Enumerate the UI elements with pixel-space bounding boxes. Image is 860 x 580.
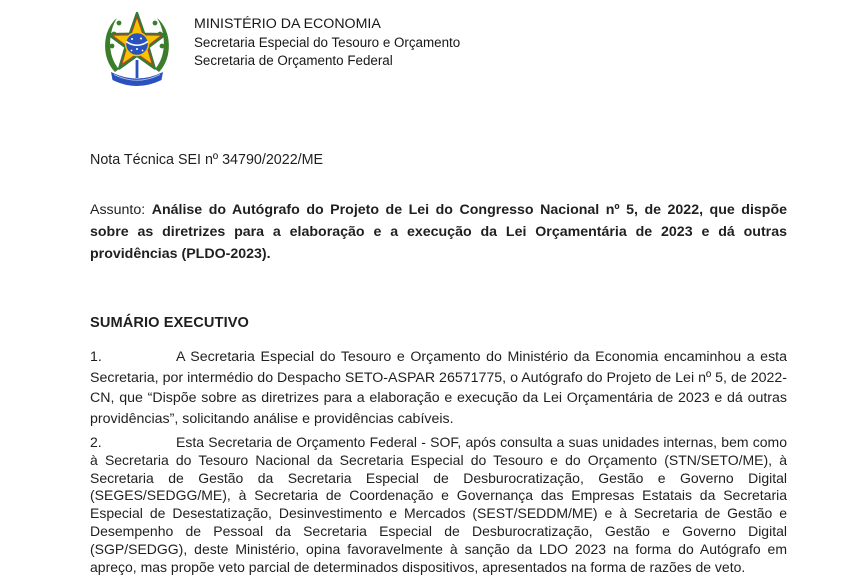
document-paragraph bbox=[90, 347, 787, 429]
header-text-block bbox=[194, 15, 460, 70]
subject-label: Assunto: bbox=[90, 202, 152, 218]
document-reference: Nota Técnica SEI nº 34790/2022/ME bbox=[90, 152, 324, 168]
document-paragraph bbox=[90, 434, 787, 576]
document-header bbox=[98, 8, 460, 92]
paragraph-number: 1. bbox=[90, 349, 102, 365]
paragraph-text: A Secretaria Especial do Tesouro e Orçamento do Ministério da Economia encaminhou a esta Secretaria, por intermédio do Despacho SETO-ASPAR 26571775, o Autógrafo do Projeto de Lei nº 5, de 2022-CN, que “Dispõe sobre as diretrizes para a elaboração e execução da Lei Orçamentária de 2023 e dá outras providências”, solicitando análise e providências cabíveis. bbox=[90, 349, 787, 427]
paragraph-list bbox=[90, 347, 787, 580]
secretariat-line-1: Secretaria Especial do Tesouro e Orçamento bbox=[194, 35, 461, 50]
brazil-coat-of-arms-icon bbox=[98, 8, 176, 92]
ministry-name: MINISTÉRIO DA ECONOMIA bbox=[194, 16, 381, 32]
paragraph-number: 2. bbox=[90, 434, 102, 450]
section-title: SUMÁRIO EXECUTIVO bbox=[90, 315, 250, 331]
paragraph-text: Esta Secretaria de Orçamento Federal - SOF, após consulta a suas unidades internas, bem como à Secretaria do Tesouro Nacional da Secretaria Especial do Tesouro e do Orçamento (STN/SETO/ME), à Secretaria de Gestão da Secretaria Especial de Desburocratização, Gestão e Governo Digital (SEGES/SEDGG/ME), à Secretaria de Coordenação e Governança das Empresas Estatais da Secretaria Especial de Desestatização, Desinvestimento e Mercados (SEST/SEDDM/ME) e à Secretaria de Gestão e Desempenho de Pessoal da Secretaria Especial de Desburocratização, Gestão e Governo Digital (SGP/SEDGG), deste Ministério, opina favoravelmente à sanção da LDO 2023 na forma do Autógrafo em apreço, mas propõe veto parcial de determinados dispositivos, apresentados na forma de razões de veto. bbox=[90, 434, 787, 575]
subject-line bbox=[90, 199, 787, 265]
subject-text: Análise do Autógrafo do Projeto de Lei do Congresso Nacional nº 5, de 2022, que dispõe sobre as diretrizes para a elaboração e a execução da Lei Orçamentária de 2023 e dá outras providências (PLDO-2023). bbox=[90, 202, 788, 262]
secretariat-line-2: Secretaria de Orçamento Federal bbox=[194, 53, 393, 68]
